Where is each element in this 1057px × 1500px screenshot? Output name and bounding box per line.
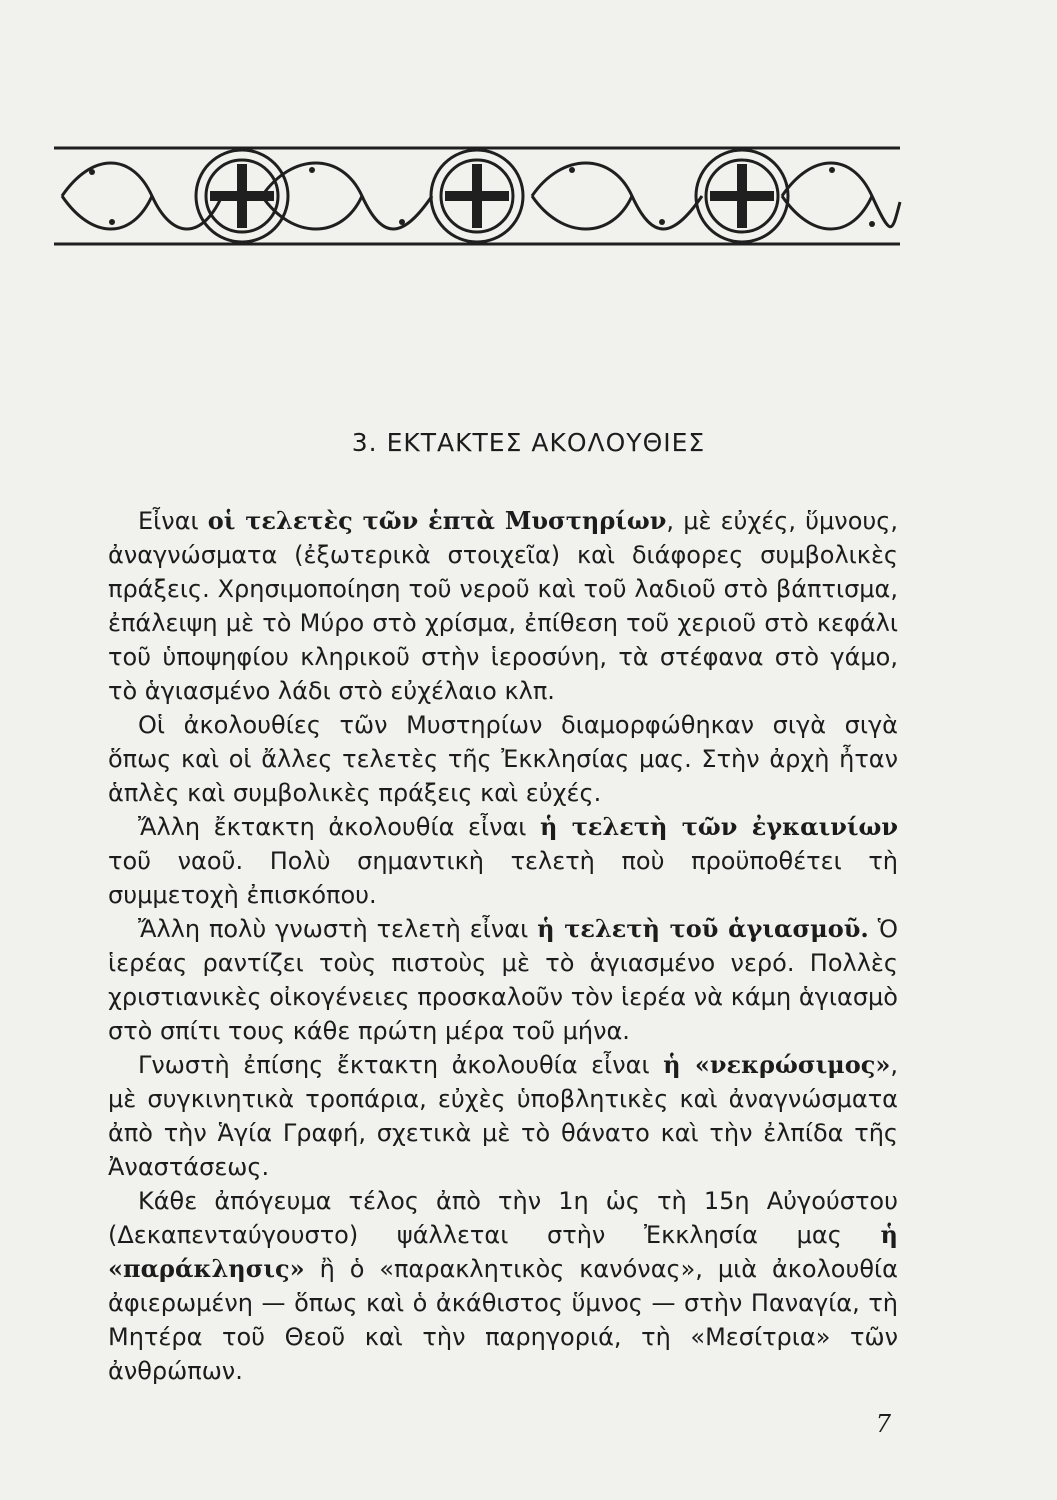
paragraph-5-pre: Γνωστὴ ἐπίσης ἔκτακτη ἀκολουθία εἶναι [138,1051,664,1079]
paragraph-4-pre: Ἄλλη πολὺ γνωστὴ τελετὴ εἶναι [138,915,538,943]
paragraph-6-pre: Κάθε ἀπόγευμα τέλος ἀπὸ τὴν 1η ὡς τὴ 15η Αὐγούστου (Δεκαπενταύγουστο) ψάλλεται στὴν Ἐκκλησία μας [108,1187,898,1249]
paragraph-1-post: , μὲ εὐχές, ὕμνους, ἀναγνώσματα (ἐξωτερικὰ στοιχεῖα) καὶ διάφορες συμβολικὲς πράξεις. Χρησιμοποίηση τοῦ νεροῦ καὶ τοῦ λαδιοῦ στὸ βάπτισμα, ἐπάλειψη μὲ τὸ Μύρο στὸ χρίσμα, ἐπίθεση τοῦ χεριοῦ στὸ κεφάλι τοῦ ὑποψηφίου κληρικοῦ στὴν ἱεροσύνη, τὰ στέφανα στὸ γάμο, τὸ ἁγιασμένο λάδι στὸ εὐχέλαιο κλπ. [108,507,898,705]
paragraph-6 [108,1184,898,1388]
paragraph-3-pre: Ἄλλη ἔκτακτη ἀκολουθία εἶναι [138,813,540,841]
chapter-title: 3. ΕΚΤΑΚΤΕΣ ΑΚΟΛΟΥΘΙΕΣ [351,428,706,457]
byzantine-cross-ornament [52,142,902,250]
paragraph-4-post: Ὁ ἱερέας ραντίζει τοὺς πιστοὺς μὲ τὸ ἁγιασμένο νερό. Πολλὲς χριστιανικὲς οἰκογένειες προσκαλοῦν τὸν ἱερέα νὰ κάμη ἁγιασμὸ στὸ σπίτι τους κάθε πρώτη μέρα τοῦ μήνα. [108,915,899,1045]
paragraph-3 [108,810,898,912]
paragraph-5 [108,1048,898,1184]
paragraph-5-post: , μὲ συγκινητικὰ τροπάρια, εὐχὲς ὑποβλητικὲς καὶ ἀναγνώσματα ἀπὸ τὴν Ἁγία Γραφή, σχετικὰ μὲ τὸ θάνατο καὶ τὴν ἐλπίδα τῆς Ἀναστάσεως. [108,1051,899,1181]
paragraph-4-bold: ἡ τελετὴ τοῦ ἁγιασμοῦ. [537,914,869,943]
paragraph-1-bold: οἱ τελετὲς τῶν ἑπτὰ Μυστηρίων [207,506,667,535]
paragraph-6-bold: ἡ «παράκλησις» [108,1220,898,1283]
paragraph-3-post: τοῦ ναοῦ. Πολὺ σημαντικὴ τελετὴ ποὺ προϋποθέτει τὴ συμμετοχὴ ἐπισκόπου. [108,847,898,909]
paragraph-5-bold: ἡ «νεκρώσιμος» [663,1050,891,1079]
paragraph-2: Οἱ ἀκολουθίες τῶν Μυστηρίων διαμορφώθηκαν σιγὰ σιγὰ ὅπως καὶ οἱ ἄλλες τελετὲς τῆς Ἐκκλησίας μας. Στὴν ἀρχὴ ἦταν ἁπλὲς καὶ συμβολικὲς πράξεις καὶ εὐχές. [108,711,898,807]
paragraph-1-pre: Εἶναι [138,507,208,535]
paragraph-1 [108,504,898,708]
page-number: 7 [875,1410,891,1438]
paragraph-4 [108,912,898,1048]
paragraph-6-post: ἢ ὁ «παρακλητικὸς κανόνας», μιὰ ἀκολουθία ἀφιερωμένη — ὅπως καὶ ὁ ἀκάθιστος ὕμνος — στὴν Παναγία, τὴ Μητέρα τοῦ Θεοῦ καὶ τὴν παρηγοριά, τὴ «Μεσίτρια» τῶν ἀνθρώπων. [108,1255,898,1385]
paragraph-3-bold: ἡ τελετὴ τῶν ἐγκαινίων [540,812,898,841]
body-text [108,504,898,1388]
